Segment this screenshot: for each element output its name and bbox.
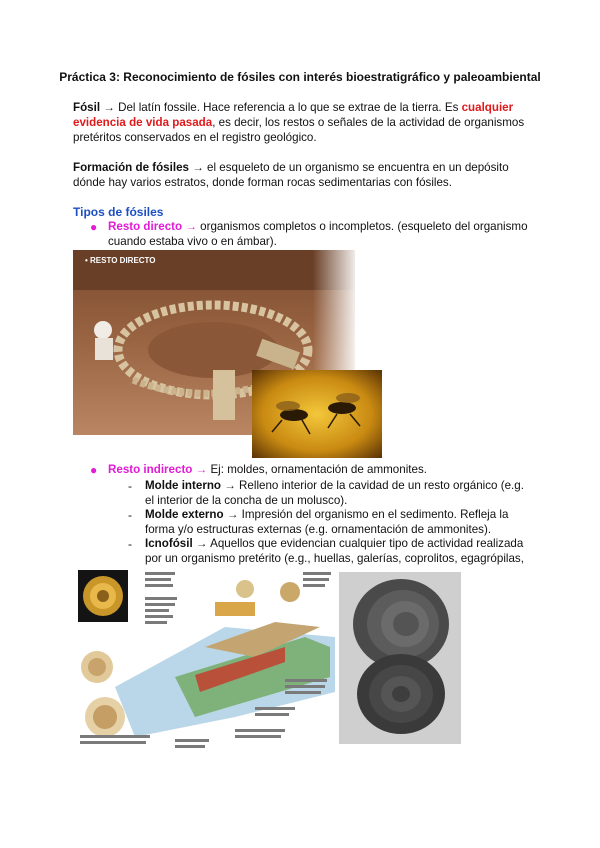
fosil-arrow: → bbox=[103, 101, 115, 114]
amber-photo bbox=[252, 370, 382, 458]
dash-1: - bbox=[128, 479, 132, 493]
fosil-paragraph bbox=[73, 100, 533, 146]
resto-indirecto-item bbox=[108, 462, 533, 477]
subitem-text: Impresión del organismo en el sedimento. Refleja la forma y/o estructuras externas (e.g. ornamentación de ammonites). bbox=[145, 508, 509, 537]
bullet-resto-indirecto: ● bbox=[90, 463, 98, 477]
ammonite-molds-photo bbox=[339, 572, 461, 744]
resto-directo-item bbox=[108, 219, 533, 249]
subitem-term: Icnofósil bbox=[145, 537, 193, 550]
subitem-term: Molde interno bbox=[145, 479, 221, 492]
resto-directo-term: Resto directo bbox=[108, 220, 183, 233]
bullet-resto-directo: ● bbox=[90, 220, 98, 234]
fosil-text-b: , es decir, los restos o señales de la actividad de organismos pretéritos conservados en el registro geológico. bbox=[73, 116, 525, 145]
fosil-highlight: cualquier evidencia de vida pasada bbox=[73, 101, 514, 130]
formacion-paragraph bbox=[73, 160, 533, 190]
resto-indirecto-term: Resto indirecto bbox=[108, 463, 193, 476]
subitem-arrow: → bbox=[195, 537, 208, 550]
subitem-molde-externo bbox=[145, 507, 530, 537]
subitem-text: Relleno interior de la cavidad de un resto orgánico (e.g. el interior de la concha de un molusco). bbox=[145, 479, 524, 508]
subitem-term: Molde externo bbox=[145, 508, 224, 521]
dash-2: - bbox=[128, 508, 132, 522]
subitem-molde-interno bbox=[145, 478, 530, 508]
page-title: Práctica 3: Reconocimiento de fósiles con interés bioestratigráfico y paleoambiental bbox=[59, 70, 541, 84]
subitem-arrow: → bbox=[224, 479, 236, 492]
tipos-heading: Tipos de fósiles bbox=[73, 205, 164, 219]
formacion-arrow: → bbox=[192, 161, 204, 174]
fosil-text-a: Del latín fossile. Hace referencia a lo que se extrae de la tierra. Es bbox=[114, 101, 462, 114]
dash-3: - bbox=[128, 537, 132, 551]
photo-label: • RESTO DIRECTO bbox=[85, 256, 156, 265]
fossilization-diagram bbox=[75, 567, 335, 749]
fosil-term: Fósil bbox=[73, 101, 101, 114]
formacion-text: el esqueleto de un organismo se encuentra en un depósito dónde hay varios estratos, donde forman rocas sedimentarias con fósiles. bbox=[73, 161, 509, 190]
resto-indirecto-arrow: → bbox=[195, 463, 208, 476]
formacion-term: Formación de fósiles bbox=[73, 161, 189, 174]
subitem-arrow: → bbox=[226, 508, 239, 521]
resto-directo-arrow: → bbox=[185, 220, 197, 233]
resto-indirecto-text: Ej: moldes, ornamentación de ammonites. bbox=[207, 463, 427, 476]
subitem-text: Aquellos que evidencian cualquier tipo de actividad realizada por un organismo pretérito (e.g., huellas, galerías, coprolitos, egagrópilas, bbox=[145, 537, 524, 566]
resto-directo-text: organismos completos o incompletos. (esqueleto del organismo cuando estaba vivo o en ámbar). bbox=[108, 220, 528, 249]
